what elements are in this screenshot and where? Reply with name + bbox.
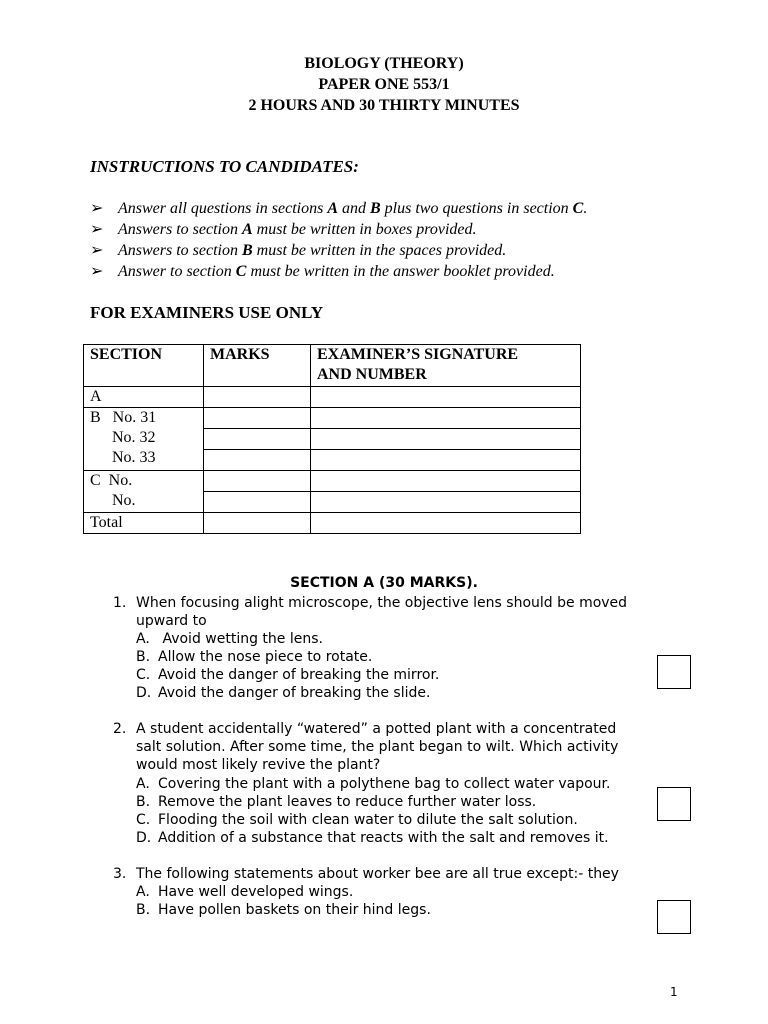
table-header-row — [84, 345, 581, 387]
answer-box[interactable] — [657, 655, 691, 689]
answer-option: C. Flooding the soil with clean water to dilute the salt solution. — [136, 812, 578, 828]
table-row — [84, 513, 581, 534]
signature-cell[interactable] — [311, 408, 581, 429]
page-number: 1 — [670, 985, 678, 999]
marks-cell[interactable] — [204, 408, 311, 429]
answer-option: B. Remove the plant leaves to reduce further water loss. — [136, 794, 537, 810]
answer-option: A. Have well developed wings. — [136, 884, 354, 900]
header-marks: MARKS — [204, 345, 311, 387]
row-label-a: A — [84, 387, 204, 408]
marks-cell[interactable] — [204, 387, 311, 408]
question-text: The following statements about worker bee are all true except:- they — [136, 866, 619, 882]
marks-cell[interactable] — [204, 513, 311, 534]
answer-box[interactable] — [657, 900, 691, 934]
marks-cell[interactable] — [204, 450, 311, 471]
answer-option: B. Have pollen baskets on their hind legs. — [136, 902, 431, 918]
answer-option: C. Avoid the danger of breaking the mirror. — [136, 667, 440, 683]
answer-option: D. Addition of a substance that reacts with the salt and removes it. — [136, 830, 609, 846]
paper-duration: 2 HOURS AND 30 THIRTY MINUTES — [248, 97, 520, 114]
row-label-b: B No. 31 No. 32 No. 33 — [84, 408, 204, 471]
instruction-item: ➢ Answer all questions in sections A and B plus two questions in section C. — [90, 200, 588, 217]
marks-cell[interactable] — [204, 429, 311, 450]
answer-option: A. Avoid wetting the lens. — [136, 631, 323, 647]
arrow-bullet-icon: ➢ — [90, 263, 104, 280]
table-row — [84, 387, 581, 408]
header-signature: EXAMINER’S SIGNATURE AND NUMBER — [311, 345, 581, 387]
answer-option: A. Covering the plant with a polythene bag to collect water vapour. — [136, 776, 611, 792]
answer-option: D. Avoid the danger of breaking the slide. — [136, 685, 431, 701]
arrow-bullet-icon: ➢ — [90, 200, 104, 217]
instruction-item: ➢ Answer to section C must be written in the answer booklet provided. — [90, 263, 555, 280]
question-text: When focusing alight microscope, the objective lens should be moved upward to — [136, 595, 628, 629]
row-label-c: C No. No. — [84, 471, 204, 513]
marks-cell[interactable] — [204, 471, 311, 492]
examiners-title: FOR EXAMINERS USE ONLY — [90, 303, 324, 322]
question-number: 3. — [113, 866, 127, 882]
arrow-bullet-icon: ➢ — [90, 242, 104, 259]
instructions-title: INSTRUCTIONS TO CANDIDATES: — [90, 157, 359, 176]
answer-option: B. Allow the nose piece to rotate. — [136, 649, 373, 665]
table-row — [84, 471, 581, 492]
signature-cell[interactable] — [311, 471, 581, 492]
signature-cell[interactable] — [311, 450, 581, 471]
instruction-item: ➢ Answers to section B must be written in the spaces provided. — [90, 242, 507, 259]
question-text: A student accidentally “watered” a potted plant with a concentrated salt solution. After some time, the plant began to wilt. Which activity would most likely revive the plant? — [136, 721, 619, 773]
section-a-title: SECTION A (30 MARKS). — [290, 575, 478, 591]
question-number: 2. — [113, 721, 127, 737]
signature-cell[interactable] — [311, 387, 581, 408]
instruction-item: ➢ Answers to section A must be written in boxes provided. — [90, 221, 477, 238]
table-row — [84, 408, 581, 429]
arrow-bullet-icon: ➢ — [90, 221, 104, 238]
header-section: SECTION — [84, 345, 204, 387]
signature-cell[interactable] — [311, 492, 581, 513]
signature-cell[interactable] — [311, 429, 581, 450]
marks-cell[interactable] — [204, 492, 311, 513]
paper-title: BIOLOGY (THEORY) — [304, 55, 464, 72]
examiners-marks-table — [83, 344, 581, 534]
paper-code: PAPER ONE 553/1 — [318, 76, 450, 93]
signature-cell[interactable] — [311, 513, 581, 534]
question-number: 1. — [113, 595, 127, 611]
row-label-total: Total — [84, 513, 204, 534]
answer-box[interactable] — [657, 787, 691, 821]
